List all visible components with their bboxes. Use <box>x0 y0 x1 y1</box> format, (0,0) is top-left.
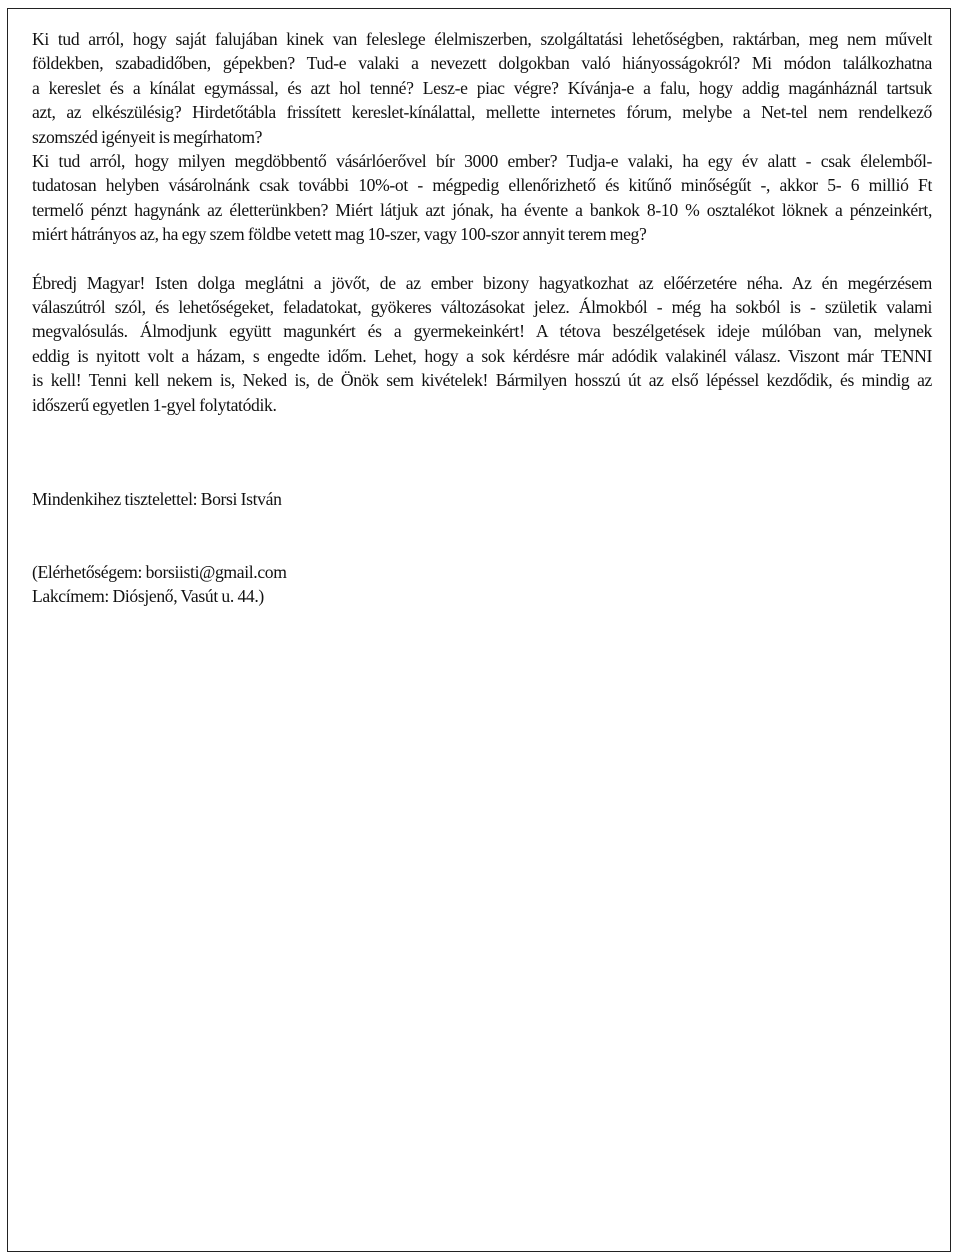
text-line: azt, az elkészülésig? Hirdetőtábla frissített kereslet-kínálattal, mellette internetes fórum, melybe a Net-tel nem rendelkező <box>32 102 932 123</box>
contact-address-line: Lakcímem: Diósjenő, Vasút u. 44.) <box>32 585 264 606</box>
text-line: megvalósulás. Álmodjunk együtt magunkért és a gyermekeinkért! A tétova beszélgetések ideje múlóban van, melynek <box>32 321 932 342</box>
text-line: is kell! Tenni kell nekem is, Neked is, de Önök sem kivételek! Bármilyen hosszú út az első lépéssel kezdődik, és mindig az <box>32 370 932 391</box>
text-line: a kereslet és a kínálat egymással, és azt hol tenné? Lesz-e piac végre? Kívánja-e a falu, hogy addig magánháznál tartsuk <box>32 77 932 98</box>
contact-block <box>32 560 932 609</box>
paragraph-spacer <box>32 247 932 271</box>
text-line: eddig is nyitott volt a házam, s engedte időm. Lehet, hogy a sok kérdésre már adódik valakinél válasz. Viszont már TENNI <box>32 345 932 366</box>
text-line: Ki tud arról, hogy milyen megdöbbentő vásárlóerővel bír 3000 ember? Tudja-e valaki, ha egy év alatt - csak élelemből- <box>32 151 932 172</box>
paragraph-questions <box>32 27 932 247</box>
signature-line <box>32 487 932 511</box>
text-line: válaszútról szól, és lehetőségeket, feladatokat, gyökeres változásokat jelez. Álmokból - még ha sokból is - születik valami <box>32 297 932 318</box>
paragraph-spacer <box>32 417 932 487</box>
text-line: termelő pénzt hagynánk az életterünkben? Miért látjuk azt jónak, ha évente a bankok 8-10 % osztalékot löknek a pénzeinkért, <box>32 199 932 220</box>
text-line: Ki tud arról, hogy saját falujában kinek van feleslege élelmiszerben, szolgáltatási lehetőségben, raktárban, meg nem művelt <box>32 29 932 49</box>
text-line: szomszéd igényeit is megírhatom? <box>32 126 263 147</box>
text-line: miért hátrányos az, ha egy szem földbe vetett mag 10-szer, vagy 100-szor annyit terem meg? <box>32 224 647 245</box>
paragraph-spacer <box>32 512 932 560</box>
paragraph-awaken <box>32 271 932 417</box>
contact-email-line: (Elérhetőségem: borsiisti@gmail.com <box>32 561 287 582</box>
text-line: tudatosan helyben vásárolnánk csak további 10%-ot - mégpedig ellenőrizhető és kitűnő minőségűt -, akkor 5- 6 millió Ft <box>32 175 932 196</box>
text-line: földekben, szabadidőben, gépekben? Tud-e valaki a nevezett dolgokban való hiányosságokról? Mi módon találkozhatna <box>32 53 932 74</box>
text-line: időszerű egyetlen 1-gyel folytatódik. <box>32 394 277 415</box>
signature-text: Mindenkihez tisztelettel: Borsi István <box>32 489 282 510</box>
text-line: Ébredj Magyar! Isten dolga meglátni a jövőt, de az ember bizony hagyatkozhat az előérzetére néha. Az én megérzésem <box>32 272 932 293</box>
letter-body <box>32 27 932 608</box>
